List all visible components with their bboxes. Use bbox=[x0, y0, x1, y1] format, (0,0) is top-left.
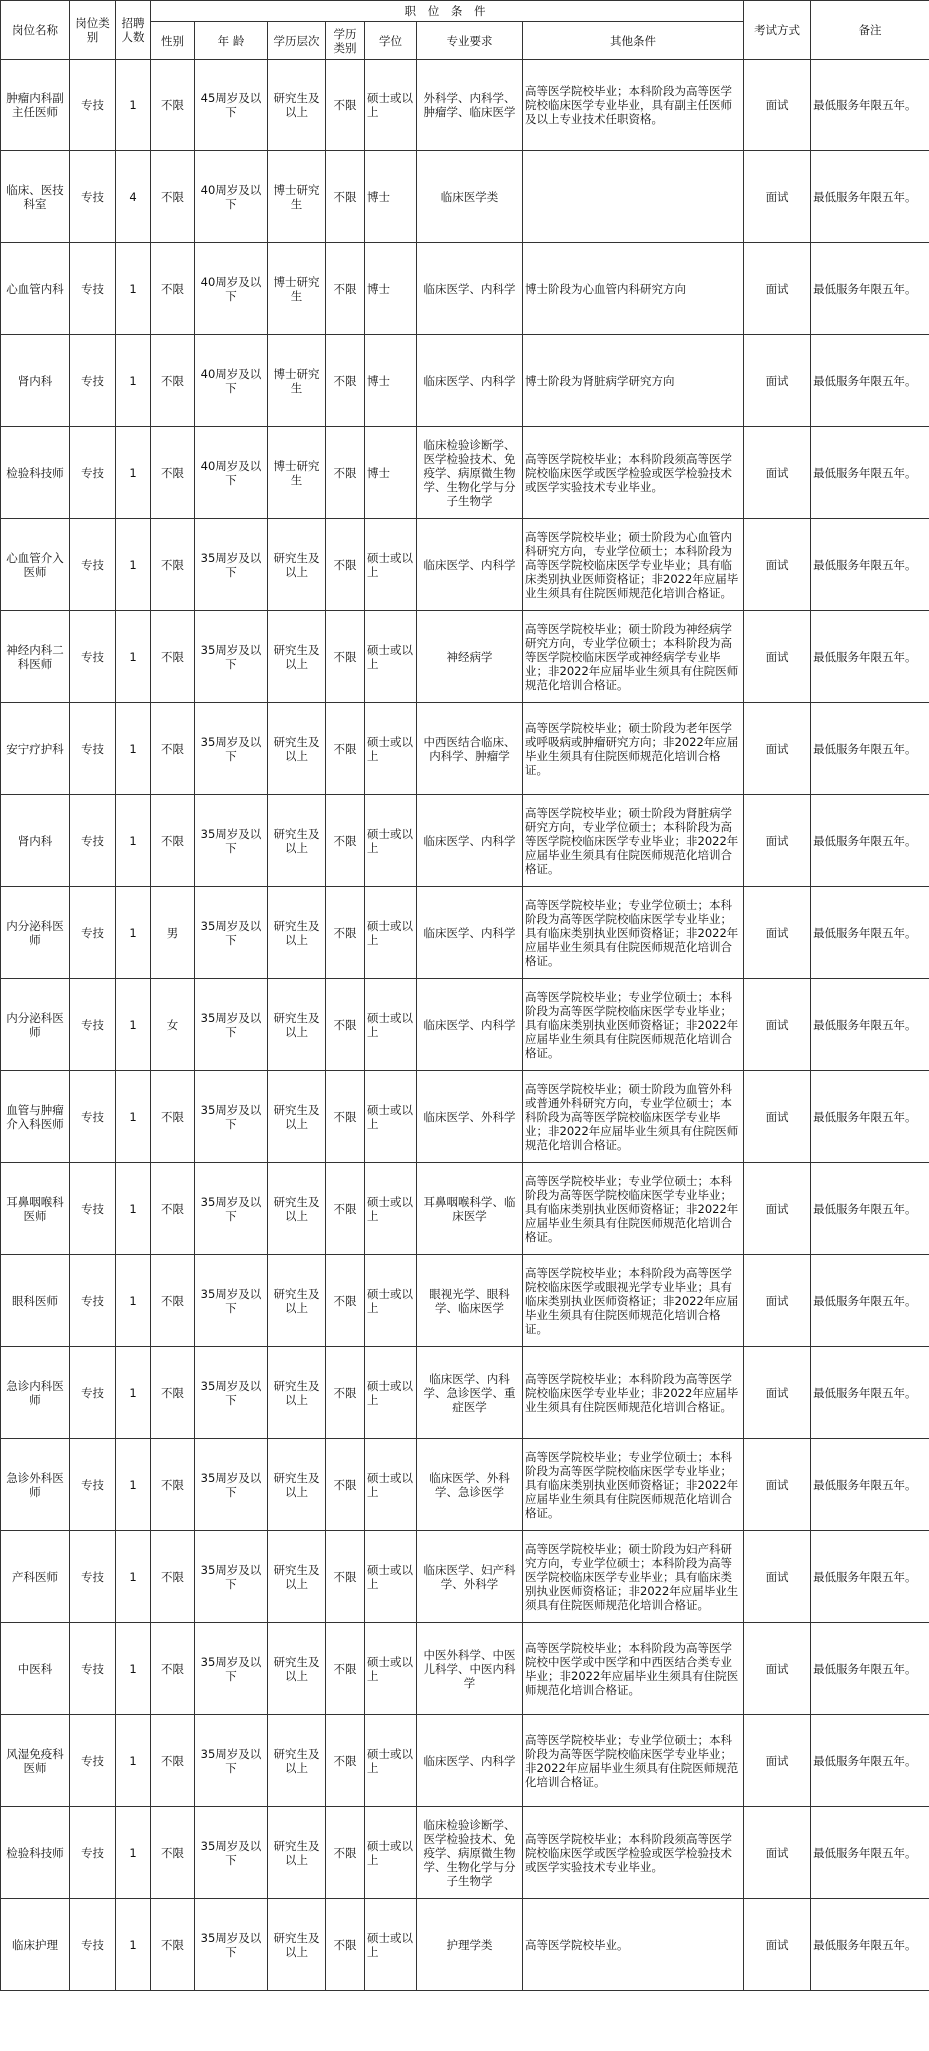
header-age: 年 龄 bbox=[195, 22, 268, 60]
table-body bbox=[1, 60, 929, 1991]
job-other-cell: 高等医学院校毕业；专业学位硕士；本科阶段为高等医学院校临床医学专业毕业；具有临床类别执业医师资格证；非2022年应届毕业生须具有住院医师规范化培训合格证。 bbox=[523, 1163, 744, 1255]
job-exam-cell: 面试 bbox=[744, 151, 811, 243]
job-degree-cell: 硕士或以上 bbox=[365, 1439, 417, 1531]
header-conditions: 职 位 条 件 bbox=[151, 1, 744, 22]
job-edu-type-cell: 不限 bbox=[326, 1439, 365, 1531]
job-other-cell: 高等医学院校毕业；专业学位硕士；本科阶段为高等医学院校临床医学专业毕业；非2022年应届毕业生须具有住院医师规范化培训合格证。 bbox=[523, 1715, 744, 1807]
job-count-cell: 1 bbox=[116, 335, 151, 427]
job-gender-cell: 不限 bbox=[151, 427, 195, 519]
job-edu-level-cell: 博士研究生 bbox=[268, 243, 326, 335]
job-age-cell: 35周岁及以下 bbox=[195, 611, 268, 703]
job-gender-cell: 不限 bbox=[151, 1899, 195, 1991]
job-edu-level-cell: 研究生及以上 bbox=[268, 1071, 326, 1163]
job-edu-type-cell: 不限 bbox=[326, 1623, 365, 1715]
table-row bbox=[1, 611, 929, 703]
job-name-cell: 产科医师 bbox=[1, 1531, 70, 1623]
job-other-cell: 高等医学院校毕业；专业学位硕士；本科阶段为高等医学院校临床医学专业毕业；具有临床类别执业医师资格证；非2022年应届毕业生须具有住院医师规范化培训合格证。 bbox=[523, 979, 744, 1071]
job-note-cell: 最低服务年限五年。 bbox=[811, 243, 929, 335]
job-edu-type-cell: 不限 bbox=[326, 519, 365, 611]
job-major-cell: 临床医学、内科学、急诊医学、重症医学 bbox=[417, 1347, 523, 1439]
job-note-cell: 最低服务年限五年。 bbox=[811, 1347, 929, 1439]
job-gender-cell: 不限 bbox=[151, 519, 195, 611]
job-gender-cell: 不限 bbox=[151, 1531, 195, 1623]
job-gender-cell: 不限 bbox=[151, 1071, 195, 1163]
job-note-cell: 最低服务年限五年。 bbox=[811, 1899, 929, 1991]
job-category-cell: 专技 bbox=[70, 427, 116, 519]
job-age-cell: 35周岁及以下 bbox=[195, 1347, 268, 1439]
job-age-cell: 35周岁及以下 bbox=[195, 1531, 268, 1623]
job-category-cell: 专技 bbox=[70, 887, 116, 979]
job-other-cell: 高等医学院校毕业；硕士阶段为神经病学研究方向，专业学位硕士；本科阶段为高等医学院校临床医学或神经病学专业毕业；非2022年应届毕业生须具有住院医师规范化培训合格证。 bbox=[523, 611, 744, 703]
job-name-cell: 临床护理 bbox=[1, 1899, 70, 1991]
job-name-cell: 血管与肿瘤介入科医师 bbox=[1, 1071, 70, 1163]
job-count-cell: 1 bbox=[116, 1623, 151, 1715]
job-edu-type-cell: 不限 bbox=[326, 1255, 365, 1347]
job-edu-type-cell: 不限 bbox=[326, 1071, 365, 1163]
job-age-cell: 40周岁及以下 bbox=[195, 151, 268, 243]
job-age-cell: 35周岁及以下 bbox=[195, 1807, 268, 1899]
job-edu-level-cell: 研究生及以上 bbox=[268, 1807, 326, 1899]
job-degree-cell: 硕士或以上 bbox=[365, 795, 417, 887]
job-note-cell: 最低服务年限五年。 bbox=[811, 1715, 929, 1807]
header-edu-type: 学历类别 bbox=[326, 22, 365, 60]
job-edu-type-cell: 不限 bbox=[326, 979, 365, 1071]
table-row bbox=[1, 795, 929, 887]
job-gender-cell: 不限 bbox=[151, 703, 195, 795]
job-gender-cell: 不限 bbox=[151, 1347, 195, 1439]
job-other-cell: 高等医学院校毕业；专业学位硕士；本科阶段为高等医学院校临床医学专业毕业；具有临床类别执业医师资格证；非2022年应届毕业生须具有住院医师规范化培训合格证。 bbox=[523, 1439, 744, 1531]
job-count-cell: 1 bbox=[116, 1163, 151, 1255]
job-gender-cell: 不限 bbox=[151, 1439, 195, 1531]
job-edu-level-cell: 研究生及以上 bbox=[268, 887, 326, 979]
job-edu-level-cell: 研究生及以上 bbox=[268, 1899, 326, 1991]
table-row bbox=[1, 60, 929, 151]
job-count-cell: 1 bbox=[116, 887, 151, 979]
job-name-cell: 临床、医技科室 bbox=[1, 151, 70, 243]
job-major-cell: 临床医学、内科学 bbox=[417, 887, 523, 979]
job-edu-type-cell: 不限 bbox=[326, 427, 365, 519]
job-name-cell: 神经内科二科医师 bbox=[1, 611, 70, 703]
job-name-cell: 肾内科 bbox=[1, 795, 70, 887]
job-exam-cell: 面试 bbox=[744, 1071, 811, 1163]
job-other-cell: 高等医学院校毕业；本科阶段须高等医学院校临床医学或医学检验或医学检验技术或医学实验技术专业毕业。 bbox=[523, 427, 744, 519]
header-other: 其他条件 bbox=[523, 22, 744, 60]
job-major-cell: 中西医结合临床、内科学、肿瘤学 bbox=[417, 703, 523, 795]
job-note-cell: 最低服务年限五年。 bbox=[811, 1071, 929, 1163]
job-exam-cell: 面试 bbox=[744, 1807, 811, 1899]
job-count-cell: 1 bbox=[116, 243, 151, 335]
job-degree-cell: 硕士或以上 bbox=[365, 703, 417, 795]
job-exam-cell: 面试 bbox=[744, 979, 811, 1071]
job-degree-cell: 硕士或以上 bbox=[365, 1899, 417, 1991]
table-row bbox=[1, 979, 929, 1071]
header-name: 岗位名称 bbox=[1, 1, 70, 60]
job-age-cell: 35周岁及以下 bbox=[195, 703, 268, 795]
job-other-cell: 高等医学院校毕业；专业学位硕士；本科阶段为高等医学院校临床医学专业毕业；具有临床类别执业医师资格证；非2022年应届毕业生须具有住院医师规范化培训合格证。 bbox=[523, 887, 744, 979]
job-exam-cell: 面试 bbox=[744, 1715, 811, 1807]
job-degree-cell: 硕士或以上 bbox=[365, 1347, 417, 1439]
job-name-cell: 检验科技师 bbox=[1, 427, 70, 519]
job-other-cell: 高等医学院校毕业；本科阶段为高等医学院校临床医学专业毕业；非2022年应届毕业生须具有住院医师规范化培训合格证。 bbox=[523, 1347, 744, 1439]
table-row bbox=[1, 887, 929, 979]
job-count-cell: 1 bbox=[116, 979, 151, 1071]
job-exam-cell: 面试 bbox=[744, 1531, 811, 1623]
job-exam-cell: 面试 bbox=[744, 1163, 811, 1255]
job-age-cell: 35周岁及以下 bbox=[195, 1071, 268, 1163]
job-edu-level-cell: 研究生及以上 bbox=[268, 519, 326, 611]
job-edu-type-cell: 不限 bbox=[326, 1807, 365, 1899]
job-edu-level-cell: 研究生及以上 bbox=[268, 60, 326, 151]
job-age-cell: 35周岁及以下 bbox=[195, 979, 268, 1071]
job-name-cell: 急诊外科医师 bbox=[1, 1439, 70, 1531]
job-count-cell: 1 bbox=[116, 1439, 151, 1531]
job-count-cell: 1 bbox=[116, 60, 151, 151]
job-gender-cell: 男 bbox=[151, 887, 195, 979]
table-row bbox=[1, 1715, 929, 1807]
job-major-cell: 临床医学、外科学 bbox=[417, 1071, 523, 1163]
job-note-cell: 最低服务年限五年。 bbox=[811, 611, 929, 703]
job-category-cell: 专技 bbox=[70, 335, 116, 427]
job-edu-type-cell: 不限 bbox=[326, 611, 365, 703]
table-row bbox=[1, 1347, 929, 1439]
job-count-cell: 1 bbox=[116, 1255, 151, 1347]
job-degree-cell: 硕士或以上 bbox=[365, 519, 417, 611]
job-major-cell: 眼视光学、眼科学、临床医学 bbox=[417, 1255, 523, 1347]
job-name-cell: 内分泌科医师 bbox=[1, 979, 70, 1071]
job-note-cell: 最低服务年限五年。 bbox=[811, 519, 929, 611]
job-age-cell: 40周岁及以下 bbox=[195, 243, 268, 335]
table-row bbox=[1, 335, 929, 427]
job-category-cell: 专技 bbox=[70, 151, 116, 243]
job-note-cell: 最低服务年限五年。 bbox=[811, 979, 929, 1071]
job-exam-cell: 面试 bbox=[744, 243, 811, 335]
header-exam: 考试方式 bbox=[744, 1, 811, 60]
job-edu-level-cell: 博士研究生 bbox=[268, 427, 326, 519]
job-edu-level-cell: 研究生及以上 bbox=[268, 611, 326, 703]
job-note-cell: 最低服务年限五年。 bbox=[811, 1439, 929, 1531]
job-name-cell: 心血管内科 bbox=[1, 243, 70, 335]
job-major-cell: 护理学类 bbox=[417, 1899, 523, 1991]
job-note-cell: 最低服务年限五年。 bbox=[811, 1163, 929, 1255]
job-age-cell: 35周岁及以下 bbox=[195, 1255, 268, 1347]
job-degree-cell: 硕士或以上 bbox=[365, 1715, 417, 1807]
job-count-cell: 1 bbox=[116, 1715, 151, 1807]
job-age-cell: 35周岁及以下 bbox=[195, 795, 268, 887]
table-row bbox=[1, 1255, 929, 1347]
job-category-cell: 专技 bbox=[70, 60, 116, 151]
job-exam-cell: 面试 bbox=[744, 60, 811, 151]
job-count-cell: 1 bbox=[116, 611, 151, 703]
job-edu-level-cell: 研究生及以上 bbox=[268, 703, 326, 795]
job-major-cell: 临床医学、内科学 bbox=[417, 335, 523, 427]
job-count-cell: 1 bbox=[116, 427, 151, 519]
job-exam-cell: 面试 bbox=[744, 703, 811, 795]
job-other-cell: 博士阶段为肾脏病学研究方向 bbox=[523, 335, 744, 427]
job-age-cell: 35周岁及以下 bbox=[195, 1163, 268, 1255]
job-degree-cell: 硕士或以上 bbox=[365, 1255, 417, 1347]
job-category-cell: 专技 bbox=[70, 1347, 116, 1439]
table-row bbox=[1, 1623, 929, 1715]
job-category-cell: 专技 bbox=[70, 1899, 116, 1991]
job-edu-level-cell: 研究生及以上 bbox=[268, 1531, 326, 1623]
job-edu-level-cell: 研究生及以上 bbox=[268, 1255, 326, 1347]
job-edu-level-cell: 研究生及以上 bbox=[268, 979, 326, 1071]
job-age-cell: 40周岁及以下 bbox=[195, 427, 268, 519]
job-edu-level-cell: 研究生及以上 bbox=[268, 1347, 326, 1439]
job-category-cell: 专技 bbox=[70, 611, 116, 703]
job-degree-cell: 硕士或以上 bbox=[365, 1071, 417, 1163]
job-edu-type-cell: 不限 bbox=[326, 1715, 365, 1807]
job-major-cell: 中医外科学、中医儿科学、中医内科学 bbox=[417, 1623, 523, 1715]
job-category-cell: 专技 bbox=[70, 1255, 116, 1347]
job-exam-cell: 面试 bbox=[744, 1623, 811, 1715]
job-category-cell: 专技 bbox=[70, 1071, 116, 1163]
job-major-cell: 临床医学、内科学 bbox=[417, 243, 523, 335]
job-edu-level-cell: 研究生及以上 bbox=[268, 1715, 326, 1807]
job-other-cell bbox=[523, 151, 744, 243]
job-name-cell: 眼科医师 bbox=[1, 1255, 70, 1347]
job-category-cell: 专技 bbox=[70, 1715, 116, 1807]
job-age-cell: 35周岁及以下 bbox=[195, 1623, 268, 1715]
job-major-cell: 临床医学类 bbox=[417, 151, 523, 243]
job-major-cell: 临床医学、外科学、急诊医学 bbox=[417, 1439, 523, 1531]
header-category: 岗位类别 bbox=[70, 1, 116, 60]
job-other-cell: 博士阶段为心血管内科研究方向 bbox=[523, 243, 744, 335]
job-age-cell: 35周岁及以下 bbox=[195, 1899, 268, 1991]
job-gender-cell: 不限 bbox=[151, 1715, 195, 1807]
job-edu-level-cell: 研究生及以上 bbox=[268, 1439, 326, 1531]
job-age-cell: 35周岁及以下 bbox=[195, 887, 268, 979]
job-count-cell: 1 bbox=[116, 1347, 151, 1439]
job-degree-cell: 博士 bbox=[365, 427, 417, 519]
job-note-cell: 最低服务年限五年。 bbox=[811, 703, 929, 795]
job-major-cell: 耳鼻咽喉科学、临床医学 bbox=[417, 1163, 523, 1255]
job-category-cell: 专技 bbox=[70, 1623, 116, 1715]
job-edu-type-cell: 不限 bbox=[326, 887, 365, 979]
job-other-cell: 高等医学院校毕业；本科阶段为高等医学院校临床医学或眼视光学专业毕业；具有临床类别执业医师资格证；非2022年应届毕业生须具有住院医师规范化培训合格证。 bbox=[523, 1255, 744, 1347]
job-other-cell: 高等医学院校毕业；硕士阶段为妇产科研究方向，专业学位硕士；本科阶段为高等医学院校临床医学专业毕业；具有临床类别执业医师资格证；非2022年应届毕业生须具有住院医师规范化培训合格证。 bbox=[523, 1531, 744, 1623]
table-row bbox=[1, 519, 929, 611]
table-row bbox=[1, 1071, 929, 1163]
job-category-cell: 专技 bbox=[70, 979, 116, 1071]
job-name-cell: 安宁疗护科 bbox=[1, 703, 70, 795]
job-name-cell: 肿瘤内科副主任医师 bbox=[1, 60, 70, 151]
job-edu-type-cell: 不限 bbox=[326, 703, 365, 795]
job-gender-cell: 不限 bbox=[151, 151, 195, 243]
job-count-cell: 1 bbox=[116, 1899, 151, 1991]
job-major-cell: 外科学、内科学、肿瘤学、临床医学 bbox=[417, 60, 523, 151]
job-exam-cell: 面试 bbox=[744, 1899, 811, 1991]
job-category-cell: 专技 bbox=[70, 519, 116, 611]
job-edu-type-cell: 不限 bbox=[326, 151, 365, 243]
job-exam-cell: 面试 bbox=[744, 611, 811, 703]
job-degree-cell: 博士 bbox=[365, 151, 417, 243]
job-gender-cell: 不限 bbox=[151, 60, 195, 151]
job-category-cell: 专技 bbox=[70, 243, 116, 335]
job-gender-cell: 不限 bbox=[151, 335, 195, 427]
job-count-cell: 1 bbox=[116, 519, 151, 611]
job-category-cell: 专技 bbox=[70, 1807, 116, 1899]
header-major: 专业要求 bbox=[417, 22, 523, 60]
job-note-cell: 最低服务年限五年。 bbox=[811, 795, 929, 887]
job-edu-level-cell: 博士研究生 bbox=[268, 335, 326, 427]
job-edu-level-cell: 博士研究生 bbox=[268, 151, 326, 243]
job-degree-cell: 硕士或以上 bbox=[365, 611, 417, 703]
job-degree-cell: 博士 bbox=[365, 335, 417, 427]
job-degree-cell: 硕士或以上 bbox=[365, 979, 417, 1071]
job-edu-type-cell: 不限 bbox=[326, 60, 365, 151]
job-gender-cell: 女 bbox=[151, 979, 195, 1071]
header-note: 备注 bbox=[811, 1, 929, 60]
job-other-cell: 高等医学院校毕业；硕士阶段为老年医学或呼吸病或肿瘤研究方向；非2022年应届毕业生须具有住院医师规范化培训合格证。 bbox=[523, 703, 744, 795]
job-other-cell: 高等医学院校毕业。 bbox=[523, 1899, 744, 1991]
job-other-cell: 高等医学院校毕业；本科阶段须高等医学院校临床医学或医学检验或医学检验技术或医学实验技术专业毕业。 bbox=[523, 1807, 744, 1899]
job-category-cell: 专技 bbox=[70, 703, 116, 795]
job-other-cell: 高等医学院校毕业；硕士阶段为血管外科或普通外科研究方向，专业学位硕士；本科阶段为高等医学院校临床医学专业毕业；非2022年应届毕业生须具有住院医师规范化培训合格证。 bbox=[523, 1071, 744, 1163]
job-other-cell: 高等医学院校毕业；本科阶段为高等医学院校中医学或中医学和中西医结合类专业毕业；非2022年应届毕业生须具有住院医师规范化培训合格证。 bbox=[523, 1623, 744, 1715]
job-note-cell: 最低服务年限五年。 bbox=[811, 1807, 929, 1899]
job-exam-cell: 面试 bbox=[744, 1439, 811, 1531]
job-major-cell: 临床医学、内科学 bbox=[417, 979, 523, 1071]
header-edu-level: 学历层次 bbox=[268, 22, 326, 60]
job-edu-type-cell: 不限 bbox=[326, 1899, 365, 1991]
job-edu-type-cell: 不限 bbox=[326, 335, 365, 427]
job-count-cell: 1 bbox=[116, 1807, 151, 1899]
job-age-cell: 45周岁及以下 bbox=[195, 60, 268, 151]
job-note-cell: 最低服务年限五年。 bbox=[811, 335, 929, 427]
job-count-cell: 4 bbox=[116, 151, 151, 243]
job-note-cell: 最低服务年限五年。 bbox=[811, 1531, 929, 1623]
job-age-cell: 35周岁及以下 bbox=[195, 519, 268, 611]
job-edu-type-cell: 不限 bbox=[326, 243, 365, 335]
job-degree-cell: 硕士或以上 bbox=[365, 1163, 417, 1255]
job-count-cell: 1 bbox=[116, 795, 151, 887]
job-edu-level-cell: 研究生及以上 bbox=[268, 1623, 326, 1715]
job-major-cell: 临床医学、内科学 bbox=[417, 1715, 523, 1807]
job-name-cell: 耳鼻咽喉科医师 bbox=[1, 1163, 70, 1255]
job-name-cell: 中医科 bbox=[1, 1623, 70, 1715]
job-name-cell: 急诊内科医师 bbox=[1, 1347, 70, 1439]
job-name-cell: 心血管介入医师 bbox=[1, 519, 70, 611]
job-age-cell: 35周岁及以下 bbox=[195, 1715, 268, 1807]
job-exam-cell: 面试 bbox=[744, 1347, 811, 1439]
job-edu-type-cell: 不限 bbox=[326, 1347, 365, 1439]
table-row bbox=[1, 1899, 929, 1991]
job-age-cell: 40周岁及以下 bbox=[195, 335, 268, 427]
job-category-cell: 专技 bbox=[70, 1439, 116, 1531]
job-major-cell: 临床医学、妇产科学、外科学 bbox=[417, 1531, 523, 1623]
job-degree-cell: 硕士或以上 bbox=[365, 60, 417, 151]
job-degree-cell: 硕士或以上 bbox=[365, 887, 417, 979]
job-gender-cell: 不限 bbox=[151, 1255, 195, 1347]
table-row bbox=[1, 243, 929, 335]
job-name-cell: 风湿免疫科医师 bbox=[1, 1715, 70, 1807]
job-gender-cell: 不限 bbox=[151, 1163, 195, 1255]
job-gender-cell: 不限 bbox=[151, 243, 195, 335]
job-note-cell: 最低服务年限五年。 bbox=[811, 1623, 929, 1715]
job-exam-cell: 面试 bbox=[744, 335, 811, 427]
table-row bbox=[1, 1807, 929, 1899]
job-edu-type-cell: 不限 bbox=[326, 795, 365, 887]
job-count-cell: 1 bbox=[116, 703, 151, 795]
header-gender: 性别 bbox=[151, 22, 195, 60]
job-category-cell: 专技 bbox=[70, 1163, 116, 1255]
job-note-cell: 最低服务年限五年。 bbox=[811, 151, 929, 243]
job-category-cell: 专技 bbox=[70, 1531, 116, 1623]
job-count-cell: 1 bbox=[116, 1071, 151, 1163]
job-name-cell: 检验科技师 bbox=[1, 1807, 70, 1899]
job-gender-cell: 不限 bbox=[151, 795, 195, 887]
job-major-cell: 临床医学、内科学 bbox=[417, 519, 523, 611]
table-row bbox=[1, 1439, 929, 1531]
job-age-cell: 35周岁及以下 bbox=[195, 1439, 268, 1531]
job-gender-cell: 不限 bbox=[151, 1807, 195, 1899]
job-edu-level-cell: 研究生及以上 bbox=[268, 1163, 326, 1255]
job-degree-cell: 硕士或以上 bbox=[365, 1807, 417, 1899]
job-name-cell: 内分泌科医师 bbox=[1, 887, 70, 979]
table-row bbox=[1, 427, 929, 519]
job-exam-cell: 面试 bbox=[744, 887, 811, 979]
job-edu-level-cell: 研究生及以上 bbox=[268, 795, 326, 887]
job-exam-cell: 面试 bbox=[744, 1255, 811, 1347]
job-count-cell: 1 bbox=[116, 1531, 151, 1623]
table-row bbox=[1, 703, 929, 795]
job-exam-cell: 面试 bbox=[744, 427, 811, 519]
job-name-cell: 肾内科 bbox=[1, 335, 70, 427]
table-row bbox=[1, 1163, 929, 1255]
job-note-cell: 最低服务年限五年。 bbox=[811, 1255, 929, 1347]
job-degree-cell: 博士 bbox=[365, 243, 417, 335]
header-count: 招聘人数 bbox=[116, 1, 151, 60]
job-exam-cell: 面试 bbox=[744, 795, 811, 887]
table-row bbox=[1, 1531, 929, 1623]
job-edu-type-cell: 不限 bbox=[326, 1163, 365, 1255]
job-other-cell: 高等医学院校毕业；本科阶段为高等医学院校临床医学专业毕业，具有副主任医师及以上专业技术任职资格。 bbox=[523, 60, 744, 151]
table-row bbox=[1, 151, 929, 243]
job-other-cell: 高等医学院校毕业；硕士阶段为心血管内科研究方向，专业学位硕士；本科阶段为高等医学院校临床医学专业毕业；具有临床类别执业医师资格证；非2022年应届毕业生须具有住院医师规范化培训合格证。 bbox=[523, 519, 744, 611]
job-major-cell: 临床检验诊断学、医学检验技术、免疫学、病原微生物学、生物化学与分子生物学 bbox=[417, 427, 523, 519]
header-degree: 学位 bbox=[365, 22, 417, 60]
job-note-cell: 最低服务年限五年。 bbox=[811, 427, 929, 519]
job-degree-cell: 硕士或以上 bbox=[365, 1531, 417, 1623]
job-degree-cell: 硕士或以上 bbox=[365, 1623, 417, 1715]
job-major-cell: 临床医学、内科学 bbox=[417, 795, 523, 887]
job-gender-cell: 不限 bbox=[151, 611, 195, 703]
job-gender-cell: 不限 bbox=[151, 1623, 195, 1715]
job-edu-type-cell: 不限 bbox=[326, 1531, 365, 1623]
job-note-cell: 最低服务年限五年。 bbox=[811, 887, 929, 979]
job-major-cell: 临床检验诊断学、医学检验技术、免疫学、病原微生物学、生物化学与分子生物学 bbox=[417, 1807, 523, 1899]
job-category-cell: 专技 bbox=[70, 795, 116, 887]
job-note-cell: 最低服务年限五年。 bbox=[811, 60, 929, 151]
job-other-cell: 高等医学院校毕业；硕士阶段为肾脏病学研究方向，专业学位硕士；本科阶段为高等医学院校临床医学专业毕业；非2022年应届毕业生须具有住院医师规范化培训合格证。 bbox=[523, 795, 744, 887]
job-exam-cell: 面试 bbox=[744, 519, 811, 611]
job-major-cell: 神经病学 bbox=[417, 611, 523, 703]
